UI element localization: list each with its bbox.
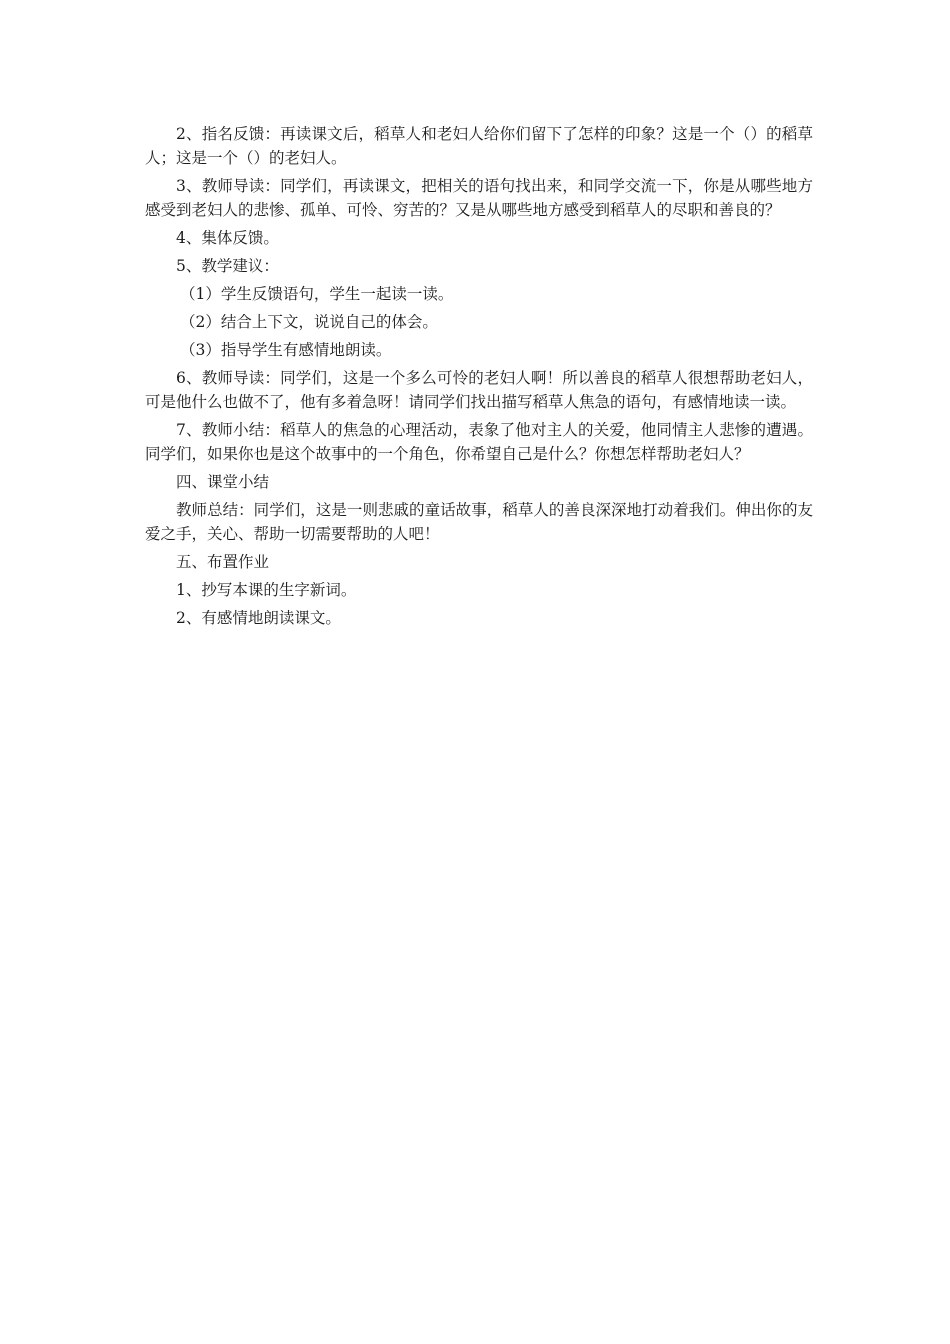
paragraph-teacher-guided-reading: 3、教师导读：同学们，再读课文，把相关的语句找出来，和同学交流一下，你是从哪些地方感受到老妇人的悲惨、孤单、可怜、穷苦的？又是从哪些地方感受到稻草人的尽职和善良的？ bbox=[145, 177, 813, 219]
paragraph-group-feedback: 4、集体反馈。 bbox=[176, 229, 279, 247]
paragraph-feedback-impression: 2、指名反馈：再读课文后，稻草人和老妇人给你们留下了怎样的印象？这是一个（）的稻草人；这是一个（）的老妇人。 bbox=[145, 125, 813, 167]
section-heading-class-summary: 四、课堂小结 bbox=[176, 473, 270, 491]
suggestion-item-2: （2）结合上下文，说说自己的体会。 bbox=[180, 313, 438, 331]
homework-item-2: 2、有感情地朗读课文。 bbox=[176, 609, 341, 627]
paragraph-teacher-guided-reading-2: 6、教师导读：同学们，这是一个多么可怜的老妇人啊！所以善良的稻草人很想帮助老妇人，可是他什么也做不了，他有多着急呀！请同学们找出描写稻草人焦急的语句，有感情地读一读。 bbox=[145, 369, 813, 411]
paragraph-teacher-summary: 7、教师小结：稻草人的焦急的心理活动，表象了他对主人的关爱，他同情主人悲惨的遭遇。同学们，如果你也是这个故事中的一个角色，你希望自己是什么？你想怎样帮助老妇人？ bbox=[145, 421, 813, 463]
section-heading-homework: 五、布置作业 bbox=[176, 553, 270, 571]
homework-item-1: 1、抄写本课的生字新词。 bbox=[176, 581, 357, 599]
paragraph-teaching-suggestions: 5、教学建议： bbox=[176, 257, 279, 275]
document-body bbox=[145, 122, 813, 634]
suggestion-item-3: （3）指导学生有感情地朗读。 bbox=[180, 341, 392, 359]
suggestion-item-1: （1）学生反馈语句，学生一起读一读。 bbox=[180, 285, 454, 303]
paragraph-teacher-conclusion: 教师总结：同学们，这是一则悲戚的童话故事，稻草人的善良深深地打动着我们。伸出你的友爱之手，关心、帮助一切需要帮助的人吧！ bbox=[145, 501, 813, 543]
